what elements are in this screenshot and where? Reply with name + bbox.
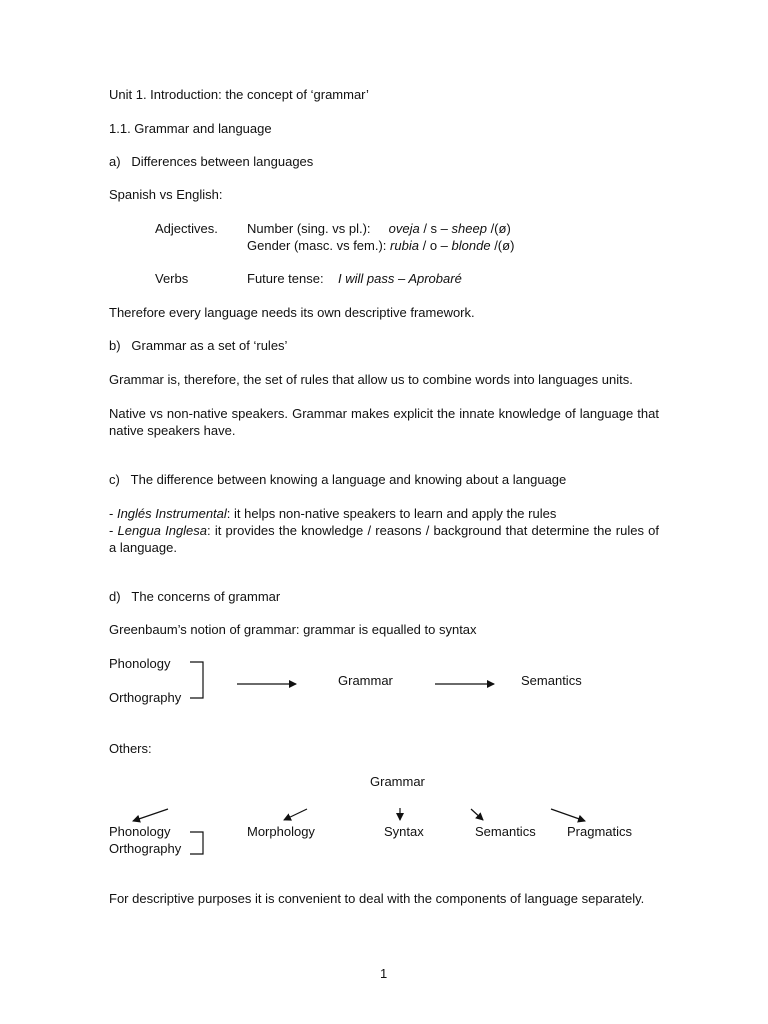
number-label: Number (sing. vs pl.): [247, 221, 371, 236]
node-others-phonology: Phonology [109, 824, 171, 839]
arrow-to-semantics-2 [471, 809, 483, 820]
future-tense-example: I will pass – Aprobaré [338, 271, 462, 286]
closing-text: For descriptive purposes it is convenient to deal with the components of language separately. [109, 891, 645, 906]
future-tense-label: Future tense: [247, 271, 324, 286]
subsection-heading-c: c) The difference between knowing a language and knowing about a language [109, 472, 567, 487]
gender-example-end: /(ø) [494, 238, 515, 253]
node-pragmatics: Pragmatics [567, 824, 633, 839]
number-example-en: sheep [451, 221, 487, 236]
node-others-grammar: Grammar [370, 774, 425, 789]
number-example-sep: / s – [423, 221, 448, 236]
arrow-to-morphology [284, 809, 307, 820]
list-item: - Lengua Inglesa: it provides the knowledge / reasons / background that determine the rules of a language. [109, 523, 659, 555]
section-heading: 1.1. Grammar and language [109, 121, 272, 136]
page-number: 1 [380, 966, 388, 981]
rules-paragraph: Grammar is, therefore, the set of rules that allow us to combine words into languages units. [109, 372, 633, 387]
arrow-to-phonology [133, 809, 168, 821]
gender-example-term: rubia [390, 238, 419, 253]
node-phonology: Phonology [109, 656, 171, 671]
bracket-1 [190, 662, 203, 698]
subsection-heading-d: d) The concerns of grammar [109, 589, 281, 604]
subsection-heading-b: b) Grammar as a set of ‘rules’ [109, 338, 288, 353]
node-grammar: Grammar [338, 673, 393, 688]
greenbaum-text: Greenbaum’s notion of grammar: grammar is equalled to syntax [109, 622, 477, 637]
number-example-end: /(ø) [490, 221, 511, 236]
gender-label: Gender (masc. vs fem.): [247, 238, 387, 253]
page-title: Unit 1. Introduction: the concept of ‘grammar’ [109, 87, 369, 102]
node-orthography: Orthography [109, 690, 182, 705]
gender-example-sep: / o – [422, 238, 448, 253]
node-morphology: Morphology [247, 824, 315, 839]
conclusion-text: Therefore every language needs its own descriptive framework. [109, 305, 475, 320]
number-example-term: oveja [388, 221, 420, 236]
term-ingles-instrumental: Inglés Instrumental [116, 506, 227, 521]
adjectives-label: Adjectives. [155, 221, 218, 236]
verbs-label: Verbs [155, 271, 189, 286]
others-label: Others: [109, 741, 152, 756]
gender-example-en: blonde [451, 238, 491, 253]
native-speakers-paragraph: Native vs non-native speakers. Grammar makes explicit the innate knowledge of language that native speakers have. [109, 406, 659, 438]
list-item: - Inglés Instrumental: it helps non-native speakers to learn and apply the rules [109, 506, 557, 521]
node-semantics: Semantics [521, 673, 582, 688]
arrow-to-pragmatics [551, 809, 585, 821]
subsection-heading-a: a) Differences between languages [109, 154, 314, 169]
node-others-orthography: Orthography [109, 841, 182, 856]
node-others-semantics: Semantics [475, 824, 536, 839]
bracket-2 [190, 832, 203, 854]
intro-text: Spanish vs English: [109, 187, 223, 202]
node-syntax: Syntax [384, 824, 424, 839]
term-lengua-inglesa: Lengua Inglesa [117, 523, 208, 538]
